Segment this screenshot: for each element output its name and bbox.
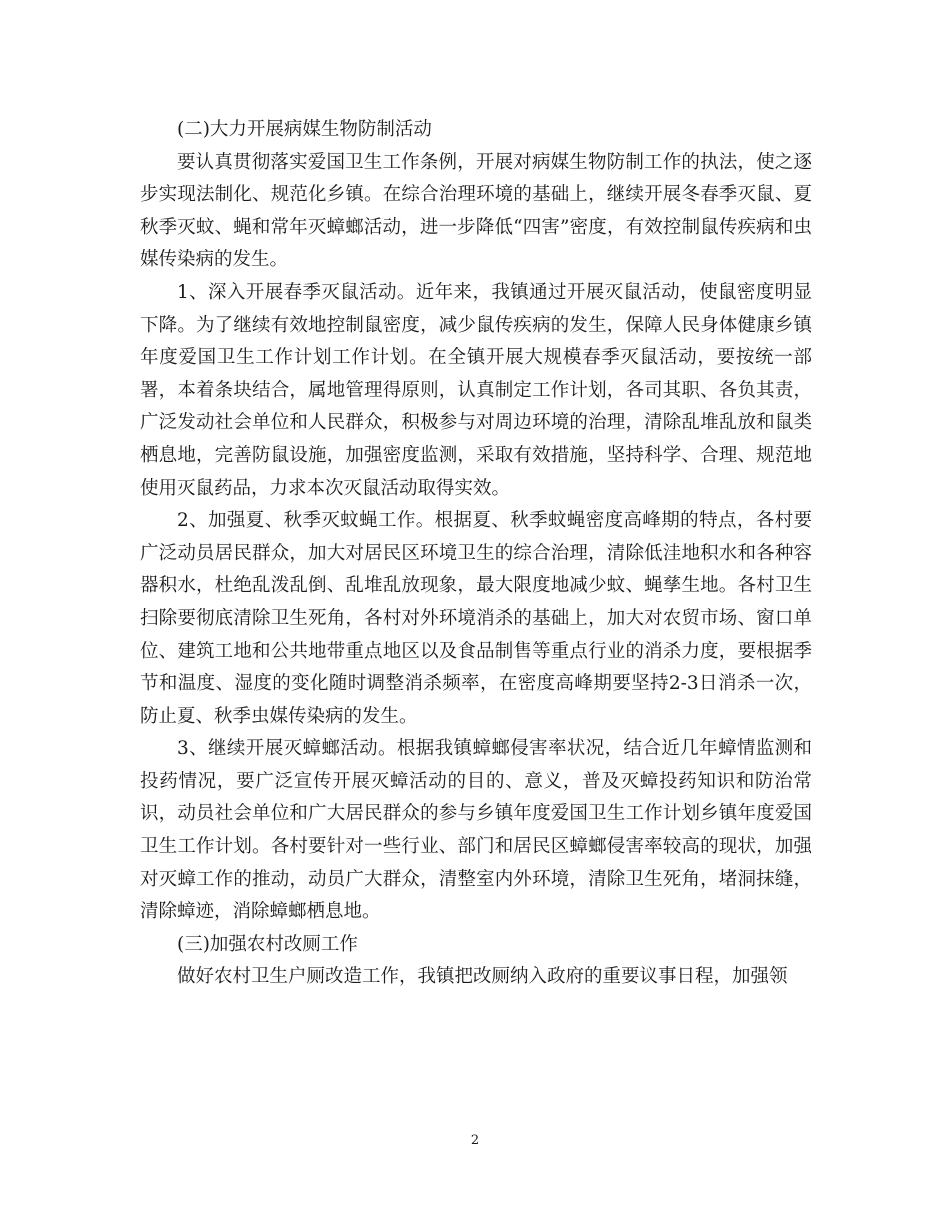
paragraph-mosquito-fly-control: 2、加强夏、秋季灭蚊蝇工作。根据夏、秋季蚊蝇密度高峰期的特点，各村要广泛动员居民群众，加大对居民区环境卫生的综合治理，清除低洼地积水和各种容器积水，杜绝乱泼乱倒、乱堆乱放现象，最大限度地减少蚊、蝇孳生地。各村卫生扫除要彻底清除卫生死角，各村对外环境消杀的基础上，加大对农贸市场、窗口单位、建筑工地和公共地带重点地区以及食品制售等重点行业的消杀力度，要根据季节和温度、湿度的变化随时调整消杀频率，在密度高峰期要坚持2-3日消杀一次，防止夏、秋季虫媒传染病的发生。 — [140, 510, 812, 727]
paragraph-rodent-control: 1、深入开展春季灭鼠活动。近年来，我镇通过开展灭鼠活动，使鼠密度明显下降。为了继续有效地控制鼠密度，减少鼠传疾病的发生，保障人民身体健康乡镇年度爱国卫生工作计划工作计划。在全镇开展大规模春季灭鼠活动，要按统一部署，本着条块结合，属地管理得原则，认真制定工作计划，各司其职、各负其责，广泛发动社会单位和人民群众，积极参与对周边环境的治理，清除乱堆乱放和鼠类栖息地，完善防鼠设施，加强密度监测，采取有效措施，坚持科学、合理、规范地使用灭鼠药品，力求本次灭鼠活动取得实效。 — [140, 281, 812, 499]
document-body — [140, 114, 812, 994]
paragraph-vector-control-intro: 要认真贯彻落实爱国卫生工作条例，开展对病媒生物防制工作的执法，使之逐步实现法制化、规范化乡镇。在综合治理环境的基础上，继续开展冬春季灭鼠、夏秋季灭蚊、蝇和常年灭蟑螂活动，进一步降低“四害”密度，有效控制鼠传疾病和虫媒传染病的发生。 — [140, 151, 812, 271]
paragraph-toilet-reform: 做好农村卫生户厕改造工作，我镇把改厕纳入政府的重要议事日程，加强领 — [177, 966, 788, 988]
section-heading-toilet-reform: (三)加强农村改厕工作 — [177, 933, 358, 955]
section-heading-vector-control: (二)大力开展病媒生物防制活动 — [177, 119, 432, 140]
page-number: 2 — [470, 1133, 480, 1148]
paragraph-cockroach-control: 3、继续开展灭蟑螂活动。根据我镇蟑螂侵害率状况，结合近几年蟑情监测和投药情况，要广泛宣传开展灭蟑活动的目的、意义，普及灭蟑投药知识和防治常识，动员社会单位和广大居民群众的参与乡镇年度爱国卫生工作计划乡镇年度爱国卫生工作计划。各村要针对一些行业、部门和居民区蟑螂侵害率较高的现状，加强对灭蟑工作的推动，动员广大群众，清整室内外环境，清除卫生死角，堵洞抹缝，清除蟑迹，消除蟑螂栖息地。 — [140, 738, 812, 923]
